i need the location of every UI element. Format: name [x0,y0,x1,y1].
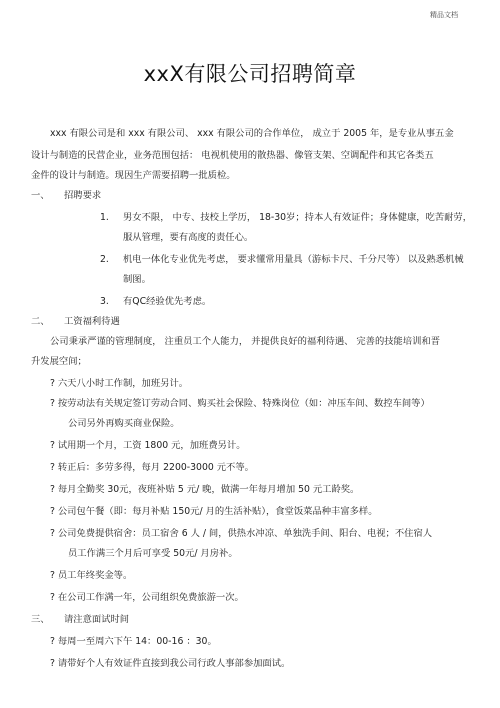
item-text: 男女不限， 中专、技校上学历， 18-30岁；持本人有效证件；身体健康，吃苦耐劳， [123,212,473,223]
benefit-item-continued: 员工作满三个月后可享受 50元/ 月房补。 [68,548,238,559]
header-tag: 精品文档 [430,11,458,19]
list-item [100,296,211,308]
item-number: 2. [100,254,109,265]
page-title: xxX有限公司招聘简章 [143,62,357,86]
item-number: 1. [100,212,109,223]
benefit-item: ? 公司包午餐（即：每月补贴 150元/ 月的生活补贴），食堂饭菜品种丰富多样。 [50,506,378,517]
intro-line: xxx 有限公司是和 xxx 有限公司、 xxx 有限公司的合作单位， 成立于 2005 年，是专业从事五金 [50,128,454,139]
benefit-item: ? 在公司工作满一年，公司组织免费旅游一次。 [50,592,244,603]
section-intro-line: 公司秉承严谨的管理制度， 注重员工个人能力， 并提供良好的福利待遇、 完善的技能培训和晋 [50,336,441,347]
benefit-item: ? 按劳动法有关规定签订劳动合同、购买社会保险、特殊岗位（如：冲压车间、数控车间等） [50,398,430,409]
interview-item: ? 每周一至周六下午 14：00-16 ：30。 [50,636,217,647]
section-label: 二、 [31,316,50,327]
section-label: 三、 [31,614,50,625]
benefit-item: ? 公司免费提供宿舍：员工宿舍 6 人 / 间，供热水冲凉、单独洗手间、阳台、电视；不住宿人 [50,528,433,539]
item-text-continued: 服从管理，要有高度的责任心。 [123,232,254,243]
section-title: 工资福利待遇 [64,316,120,327]
benefit-item: ? 试用期一个月，工资 1800 元，加班费另计。 [50,440,246,451]
benefit-item-continued: 公司另外再购买商业保险。 [68,418,180,429]
item-text-continued: 制图。 [123,274,151,285]
item-number: 3. [100,296,109,307]
section-title: 请注意面试时间 [64,614,130,625]
intro-line: 设计与制造的民营企业，业务范围包括： 电视机使用的散热器、像管支架、空调配件和其它各类五 [31,150,434,161]
section-title: 招聘要求 [64,190,102,201]
intro-line: 金件的设计与制造。现因生产需要招聘一批质检。 [31,170,236,181]
section-intro-line: 升发展空间； [31,356,87,367]
section-label: 一、 [31,190,50,201]
list-item [100,212,472,224]
interview-item: ? 请带好个人有效证件直接到我公司行政人事部参加面试。 [50,658,291,669]
benefit-item: ? 转正后：多劳多得，每月 2200-3000 元不等。 [50,462,254,473]
item-text: 有QC经验优先考虑。 [123,296,212,307]
benefit-item: ? 每月全勤奖 30元，夜班补贴 5 元/ 晚，做满一年每月增加 50 元工龄奖。 [50,484,360,495]
benefit-item: ? 六天八小时工作制，加班另计。 [50,378,189,389]
benefit-item: ? 员工年终奖金等。 [50,570,133,581]
item-text: 机电一体化专业优先考虑， 要求懂常用量具（游标卡尺、千分尺等） 以及熟悉机械 [123,254,464,265]
list-item [100,254,464,266]
